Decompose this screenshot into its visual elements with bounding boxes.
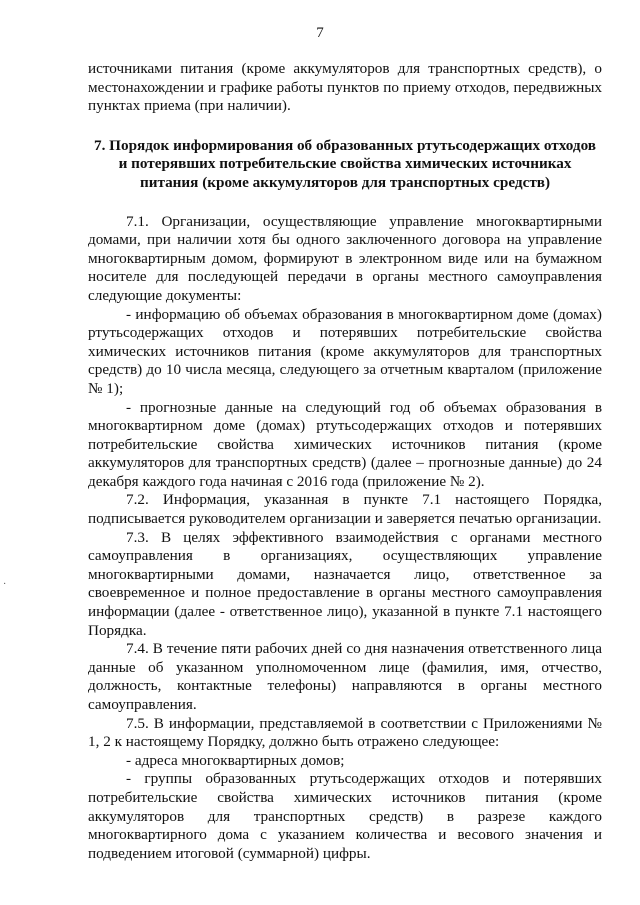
paragraph-7-2: 7.2. Информация, указанная в пункте 7.1 настоящего Порядка, подписывается руководителем организации и заверяется печатью организации. [88,491,602,528]
intro-paragraph: источниками питания (кроме аккумуляторов для транспортных средств), о местонахождении и графике работы пунктов по приему отходов, передвижных пунктах приема (при наличии). [88,60,602,115]
paragraph-7-3: 7.3. В целях эффективного взаимодействия с органами местного самоуправления в организациях, осуществляющих управление многоквартирными домами, назначается лицо, ответственное за своевременное и полное предоставление в органы местного самоуправления информации (далее - ответственное лицо), указанной в пункте 7.1 настоящего Порядка. [88,528,602,639]
paragraph-7-1: 7.1. Организации, осуществляющие управление многоквартирными домами, при наличии хотя бы одного заключенного договора на управление многоквартирным домом, формируют в электронном виде или на бумажном носителе для последующей передачи в органы местного самоуправления следующие документы: [88,212,602,304]
margin-mark: · [3,579,7,590]
list-item-addresses: - адреса многоквартирных домов; [126,751,345,769]
page-content [88,60,602,863]
list-item-forecast-data: - прогнозные данные на следующий год об объемах образования в многоквартирном доме (домах) ртутьсодержащих отходов и потерявших потребительские свойства химических источников питания (кроме аккумуляторов для транспортных средств) (далее – прогнозные данные) до 24 декабря каждого года начиная с 2016 года (приложение № 2). [88,398,602,490]
paragraph-7-5: 7.5. В информации, представляемой в соответствии с Приложениями № 1, 2 к настоящему Порядку, должно быть отражено следующее: [88,714,602,751]
section-heading: 7. Порядок информирования об образованных ртутьсодержащих отходов и потерявших потребительские свойства химических источниках питания (кроме аккумуляторов для транспортных средств) [93,136,596,191]
paragraph-7-4: 7.4. В течение пяти рабочих дней со дня назначения ответственного лица данные об указанном уполномоченном лице (фамилия, имя, отчество, должность, контактные телефоны) направляются в органы местного самоуправления. [88,640,602,713]
page-number: 7 [316,25,324,41]
list-item-info-volumes: - информацию об объемах образования в многоквартирном доме (домах) ртутьсодержащих отходов и потерявших потребительские свойства химических источников питания (кроме аккумуляторов для транспортных средств) до 10 числа месяца, следующего за отчетным кварталом (приложение № 1); [88,305,602,397]
list-item-waste-groups: - группы образованных ртутьсодержащих отходов и потерявших потребительские свойства химических источников питания (кроме аккумуляторов для транспортных средств) в разрезе каждого многоквартирного дома с указанием количества и весового значения и подведением итоговой (суммарной) цифры. [88,770,602,862]
